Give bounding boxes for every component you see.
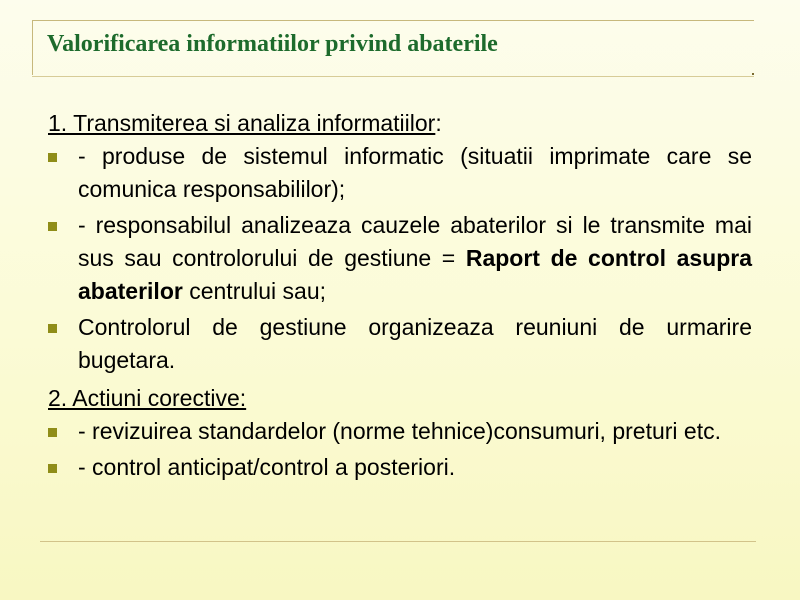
square-bullet-icon [48, 153, 57, 162]
bullet-bold-text: Raport de control asupra abaterilor [78, 245, 753, 304]
bullet-item [48, 209, 752, 308]
section-heading-1 [48, 105, 752, 140]
square-bullet-icon [48, 428, 57, 437]
square-bullet-icon [48, 464, 57, 473]
slide-content [48, 105, 752, 487]
bullet-text: - responsabilul analizeaza cauzele abaterilor si le transmite mai sus sau controlorului de gestiune = [78, 212, 752, 271]
section-heading-1-colon: : [435, 110, 442, 136]
square-bullet-icon [48, 324, 57, 333]
section-heading-2-text: 2. Actiuni corective: [48, 385, 247, 411]
corner-dot [752, 73, 754, 75]
bullet-text: - revizuirea standardelor (norme tehnice)consumuri, preturi etc. [78, 418, 721, 444]
bullet-text: Controlorul de gestiune organizeaza reuniuni de urmarire bugetara. [78, 314, 752, 373]
bottom-border-line [40, 541, 756, 542]
slide-title: Valorificarea informatiilor privind abaterile [47, 31, 498, 57]
bullet-text: - produse de sistemul informatic (situatii imprimate care se comunica responsabililor); [78, 143, 752, 202]
bullet-item [48, 415, 752, 448]
bullet-item [48, 140, 752, 206]
left-border-line [32, 20, 33, 75]
bullet-text-end: centrului sau; [182, 278, 327, 304]
section-heading-2 [48, 380, 752, 415]
top-border-line [32, 20, 754, 21]
square-bullet-icon [48, 222, 57, 231]
bullet-text: - control anticipat/control a posteriori. [78, 454, 456, 480]
section-heading-1-text: 1. Transmiterea si analiza informatiilor [48, 110, 436, 136]
title-divider [32, 76, 754, 77]
bullet-item [48, 451, 752, 484]
bullet-item [48, 311, 752, 377]
